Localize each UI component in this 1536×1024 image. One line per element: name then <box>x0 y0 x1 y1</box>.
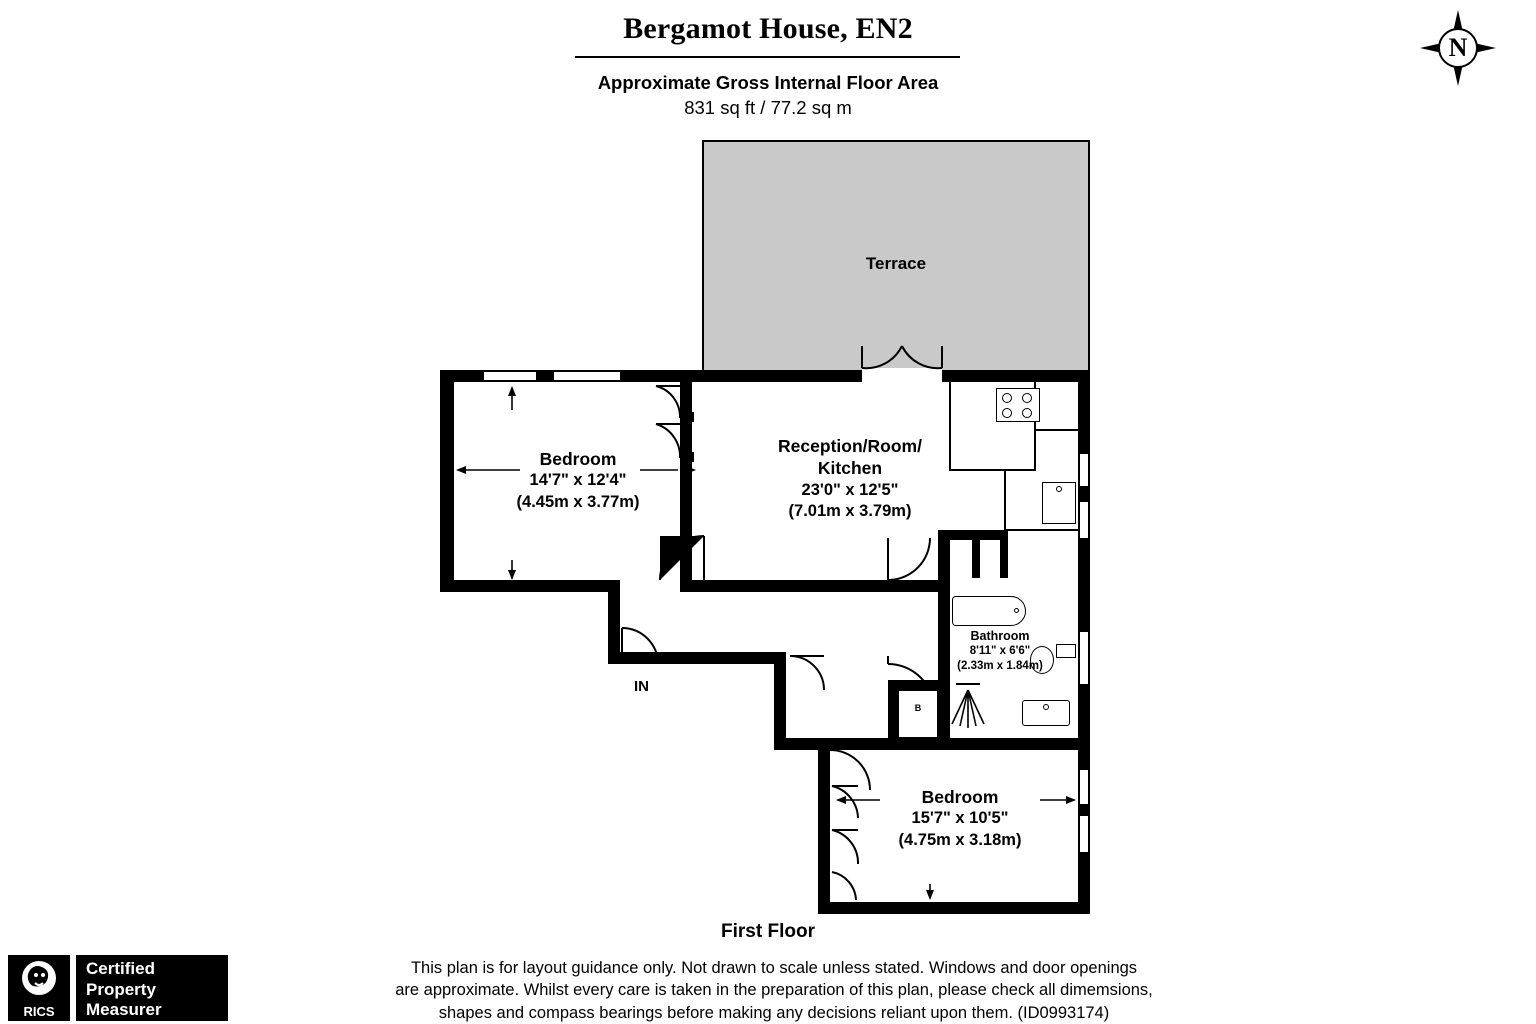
hob-burner-3 <box>1002 408 1012 418</box>
compass-letter: N <box>1448 33 1468 62</box>
hob-burner-1 <box>1002 393 1012 403</box>
area-value: 831 sq ft / 77.2 sq m <box>684 97 852 118</box>
rics-wordmark: RICS <box>23 1004 55 1019</box>
reception-dim-imperial: 23'0" x 12'5" <box>801 480 899 499</box>
bedroom2-dim-metric: (4.75m x 3.18m) <box>898 830 1022 849</box>
certified-property-measurer-badge <box>76 955 228 1021</box>
terrace-label: Terrace <box>865 254 927 273</box>
hob-burner-2 <box>1022 393 1032 403</box>
hob-burner-4 <box>1022 408 1032 418</box>
bedroom2-name: Bedroom <box>921 787 999 807</box>
certified-line-3: Measurer <box>86 1000 162 1020</box>
bathroom-dim-imperial: 8'11" x 6'6" <box>969 645 1031 657</box>
rics-certification <box>8 955 228 1021</box>
room-label-bedroom-1 <box>478 448 678 513</box>
rics-logo <box>8 955 70 1021</box>
certified-line-1: Certified <box>86 959 155 978</box>
basin-tap <box>1043 704 1049 710</box>
reception-dim-metric: (7.01m x 3.79m) <box>788 501 912 520</box>
bathroom-dim-metric: (2.33m x 1.84m) <box>957 659 1043 672</box>
hob <box>996 388 1040 422</box>
bedroom1-name: Bedroom <box>539 449 617 469</box>
kitchen-sink-tap <box>1056 486 1062 492</box>
disclaimer-line-2: are approximate. Whilst every care is taken in the preparation of this plan, please check all dimemsions, <box>395 981 1153 1000</box>
certified-line-2: Property <box>86 979 156 999</box>
bath-tap <box>1014 608 1019 613</box>
boiler-label: B <box>914 703 922 713</box>
reception-name: Reception/Room/ <box>778 436 922 456</box>
bedroom2-dim-imperial: 15'7" x 10'5" <box>911 809 1009 828</box>
entrance-label: IN <box>634 678 649 695</box>
bedroom1-dim-imperial: 14'7" x 12'4" <box>529 471 627 490</box>
disclaimer-line-3: shapes and compass bearings before making any decisions reliant upon them. (ID0993174) <box>438 1003 1110 1022</box>
bathroom-name: Bathroom <box>970 629 1030 643</box>
disclaimer <box>268 957 1280 1024</box>
room-label-bathroom <box>930 628 1070 673</box>
room-label-reception <box>740 435 960 522</box>
page-title: Bergamot House, EN2 <box>623 12 913 45</box>
reception-name-2: Kitchen <box>817 458 883 479</box>
lion-icon <box>16 958 62 1002</box>
room-label-bedroom-2 <box>860 786 1060 851</box>
area-subtitle: Approximate Gross Internal Floor Area <box>597 72 939 93</box>
floor-label: First Floor <box>721 921 815 942</box>
bedroom1-dim-metric: (4.45m x 3.77m) <box>516 492 640 511</box>
disclaimer-line-1: This plan is for layout guidance only. Not drawn to scale unless stated. Windows and door openings <box>410 959 1138 977</box>
